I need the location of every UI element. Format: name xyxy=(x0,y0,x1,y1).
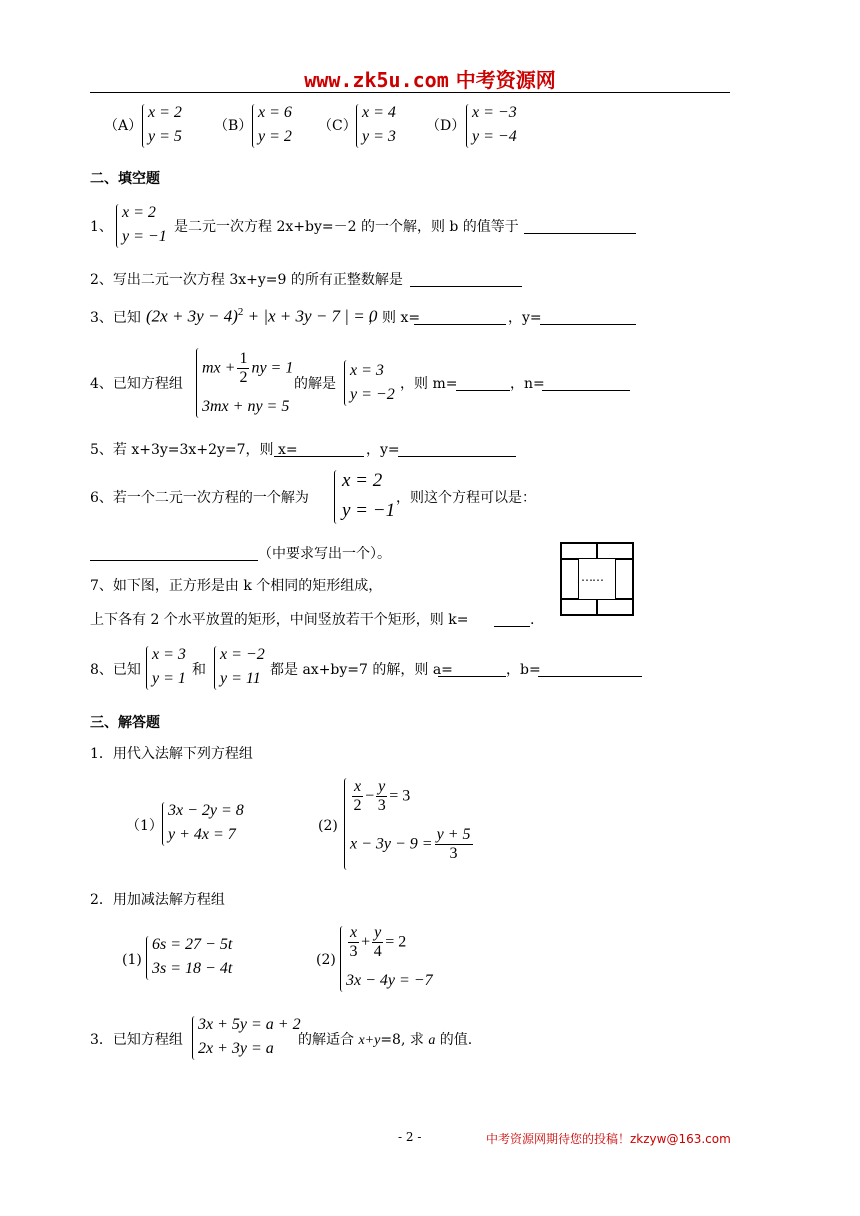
p1-part2-eq1-end: = 3 xyxy=(389,787,411,805)
q8-text: 都是 ax+by=7 的解，则 a= xyxy=(270,662,453,678)
q8-b-blank[interactable] xyxy=(538,664,642,677)
p2-part1-brace xyxy=(146,936,149,980)
p1-part2-eq2 xyxy=(350,826,475,863)
option-b-eq1: x = 6 xyxy=(258,104,292,121)
q8-a-eq2: y = 1 xyxy=(152,670,186,687)
option-c-eq2: y = 3 xyxy=(362,128,396,145)
q1-answer-blank[interactable] xyxy=(524,221,636,234)
q8-brace-b xyxy=(214,646,217,690)
q3-y-label: ，y= xyxy=(508,310,542,326)
header-url[interactable]: www.zk5u.com xyxy=(304,68,449,92)
q4-n-blank[interactable] xyxy=(542,378,630,391)
p3-variable: a xyxy=(428,1033,436,1048)
q8-prefix: 8、已知 xyxy=(90,662,141,678)
q8-a-eq1: x = 3 xyxy=(152,646,186,663)
option-d-eq1: x = −3 xyxy=(472,104,517,121)
q4-n-label: ，n= xyxy=(510,376,545,392)
option-b-brace xyxy=(252,104,255,148)
q1-eq2: y = −1 xyxy=(122,228,167,245)
p1-part2-brace xyxy=(344,778,347,870)
q5-y-blank[interactable] xyxy=(398,444,516,457)
section3-title: 三、解答题 xyxy=(90,715,160,731)
option-d-brace xyxy=(466,104,469,148)
q5-x-blank[interactable] xyxy=(274,444,364,457)
option-a-label: （A） xyxy=(104,118,143,134)
p1-part1-label: （1） xyxy=(126,818,163,834)
p2-part1-eq1: 6s = 27 − 5t xyxy=(152,936,233,953)
p1-part2-frac1 xyxy=(352,778,363,815)
p2-part2-eq1-end: = 2 xyxy=(385,933,407,951)
p1-part2-minus: − xyxy=(365,787,375,805)
q5-text: 5、若 x+3y=3x+2y=7，则 x= xyxy=(90,442,298,458)
q7-square-figure xyxy=(560,542,634,616)
p1-part2-eq2-left: x − 3y − 9 = xyxy=(350,835,433,853)
q7-line1: 7、如下图，正方形是由 k 个相同的矩形组成， xyxy=(90,578,383,594)
q7-k-blank[interactable] xyxy=(494,614,530,627)
q4-solution-x: x = 3 xyxy=(350,362,384,379)
q4-fraction xyxy=(237,350,249,387)
p1-part2-frac3 xyxy=(435,826,473,863)
footer-note[interactable]: 中考资源网期待您的投稿！zkzyw@163.com xyxy=(486,1132,731,1146)
q4-fraction-num: 1 xyxy=(239,350,248,367)
q3-square-term: (2x + 3y − 4) xyxy=(146,306,238,326)
q8-b-eq1: x = −2 xyxy=(220,646,265,663)
header-site: 中考资源网 xyxy=(455,68,556,92)
header-rule xyxy=(90,92,730,93)
option-c-brace xyxy=(356,104,359,148)
q4-m-blank[interactable] xyxy=(456,378,510,391)
p1-part1-eq1: 3x − 2y = 8 xyxy=(168,802,244,819)
option-a-eq2: y = 5 xyxy=(148,128,182,145)
p2-part2-frac2-num: y xyxy=(374,924,382,941)
q3-exponent: 2 xyxy=(237,306,244,318)
q4-fraction-den: 2 xyxy=(239,369,248,386)
p2-title: 2．用加减法解方程组 xyxy=(90,892,225,908)
p3-text2: =8, 求 xyxy=(380,1032,429,1048)
p3-eq2: 2x + 3y = a xyxy=(198,1040,274,1057)
q6-eq2: y = −1 xyxy=(342,500,396,521)
p1-part2-frac1-num: x xyxy=(354,778,362,795)
q6-brace xyxy=(334,470,337,524)
q4-brace xyxy=(196,348,199,418)
q7-line2: 上下各有 2 个水平放置的矩形，中间竖放若干个矩形，则 k= xyxy=(90,612,469,628)
q4-prefix: 4、已知方程组 xyxy=(90,376,183,392)
p2-part2-frac1 xyxy=(348,924,359,961)
p2-part2-frac2 xyxy=(372,924,383,961)
q2-text: 2、写出二元一次方程 3x+y=9 的所有正整数解是 xyxy=(90,272,403,288)
p2-part2-plus: + xyxy=(361,933,371,951)
q1-text: 是二元一次方程 2x+by=－2 的一个解，则 b 的值等于 xyxy=(174,219,519,235)
q4-mid: 的解是 xyxy=(294,376,336,392)
p1-part2-frac3-num: y + 5 xyxy=(436,826,471,843)
p2-part2-eq2: 3x − 4y = −7 xyxy=(346,972,433,989)
p2-part2-eq1 xyxy=(346,924,406,961)
p2-part2-frac1-num: x xyxy=(350,924,358,941)
p2-part2-label: (2) xyxy=(316,952,336,968)
q7-end: . xyxy=(530,612,535,628)
q7-middle-right-rect xyxy=(615,559,633,599)
p2-part2-frac1-den: 3 xyxy=(349,943,358,960)
option-a-eq1: x = 2 xyxy=(148,104,182,121)
q8-a-blank[interactable] xyxy=(438,664,506,677)
p1-part2-frac1-den: 2 xyxy=(353,797,362,814)
q1-eq1: x = 2 xyxy=(122,204,156,221)
q3-prefix: 3、已知 xyxy=(90,310,141,326)
p1-part1-eq2: y + 4x = 7 xyxy=(168,826,236,843)
q3-x-blank[interactable] xyxy=(414,312,506,325)
q4-solution-y: y = −2 xyxy=(350,386,395,403)
q7-bottom-left-rect xyxy=(561,599,597,615)
q7-dots: …… xyxy=(581,570,603,584)
q5-y-label: ，y= xyxy=(366,442,400,458)
q6-note: （中要求写出一个）。 xyxy=(258,546,391,562)
q4-solution-brace xyxy=(344,360,347,406)
q4-eq1-left: mx + xyxy=(202,359,236,377)
q1-number: 1、 xyxy=(90,219,113,235)
p3-text1: 的解适合 xyxy=(298,1032,359,1048)
p2-part1-eq2: 3s = 18 − 4t xyxy=(152,960,233,977)
p1-part2-label: (2) xyxy=(318,818,338,834)
p1-part2-eq1 xyxy=(350,778,410,815)
page-header xyxy=(0,64,860,93)
q8-brace-a xyxy=(146,646,149,690)
p3-text3: 的值. xyxy=(435,1032,473,1048)
q4-m-label: ，则 m= xyxy=(400,376,458,392)
q2-answer-blank[interactable] xyxy=(410,274,522,287)
q4-eq1 xyxy=(202,350,293,387)
option-d-eq2: y = −4 xyxy=(472,128,517,145)
p3-condition: x+y xyxy=(358,1033,381,1048)
q1-brace xyxy=(116,204,119,248)
p2-part2-frac2-den: 4 xyxy=(373,943,382,960)
p1-part2-frac3-den: 3 xyxy=(449,845,458,862)
q6-answer-blank[interactable] xyxy=(90,548,258,561)
q3-x-label: ，则 x= xyxy=(368,310,421,326)
p3-eq1: 3x + 5y = a + 2 xyxy=(198,1016,301,1033)
q3-abs-term: + |x + 3y − 7 | = 0 xyxy=(243,306,378,326)
q6-prefix: 6、若一个二元一次方程的一个解为 xyxy=(90,490,309,506)
q7-middle-left-rect xyxy=(561,559,579,599)
p3-brace xyxy=(192,1016,195,1060)
option-a-brace xyxy=(142,104,145,148)
q4-eq2: 3mx + ny = 5 xyxy=(202,398,290,415)
option-c-label: （C） xyxy=(318,118,357,134)
q7-top-right-rect xyxy=(597,543,633,559)
q8-b-label: ，b= xyxy=(506,662,541,678)
p1-part2-frac2-den: 3 xyxy=(377,797,386,814)
option-b-label: （B） xyxy=(214,118,253,134)
q4-eq1-right: ny = 1 xyxy=(251,359,294,377)
p3-suffix xyxy=(298,1032,472,1049)
q8-and: 和 xyxy=(192,662,206,678)
option-b-eq2: y = 2 xyxy=(258,128,292,145)
p1-part1-brace xyxy=(162,802,165,846)
q6-eq1: x = 2 xyxy=(342,470,383,491)
p2-part1-label: (1) xyxy=(122,952,142,968)
option-d-label: （D） xyxy=(426,118,466,134)
q7-bottom-right-rect xyxy=(597,599,633,615)
p1-title: 1．用代入法解下列方程组 xyxy=(90,746,253,762)
q8-b-eq2: y = 11 xyxy=(220,670,261,687)
p1-part2-frac2 xyxy=(376,778,387,815)
q3-expression xyxy=(146,306,377,327)
q3-y-blank[interactable] xyxy=(540,312,636,325)
p1-part2-frac2-num: y xyxy=(378,778,386,795)
q6-suffix: ，则这个方程可以是： xyxy=(396,490,536,506)
q7-top-left-rect xyxy=(561,543,597,559)
p3-prefix: 3．已知方程组 xyxy=(90,1032,183,1048)
page-number: - 2 - xyxy=(398,1130,422,1144)
p2-part2-brace xyxy=(340,926,343,992)
section2-title: 二、填空题 xyxy=(90,171,160,187)
option-c-eq1: x = 4 xyxy=(362,104,396,121)
